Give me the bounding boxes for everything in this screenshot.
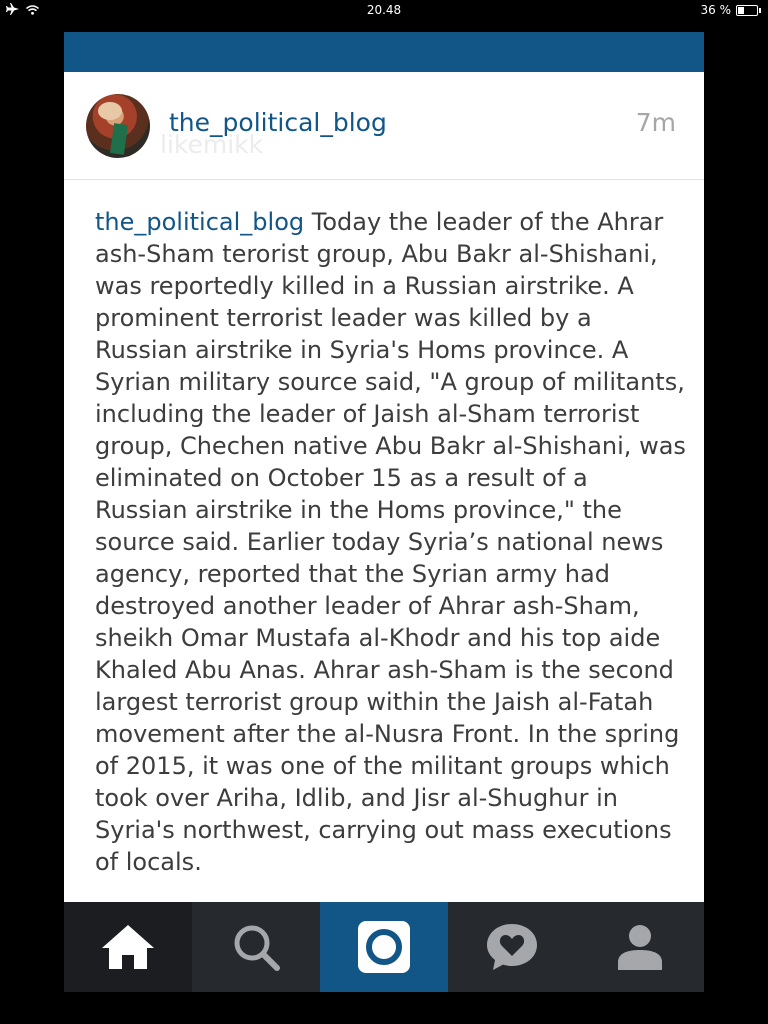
- avatar[interactable]: [86, 94, 150, 158]
- home-icon: [100, 923, 156, 971]
- status-bar: [0, 0, 768, 22]
- ghost-username: likemikk: [160, 130, 264, 159]
- battery-percent: 36 %: [700, 3, 731, 17]
- tab-search[interactable]: [192, 902, 320, 992]
- caption-text: Today the leader of the Ahrar ash-Sham terorist group, Abu Bakr al-Shishani, was reportedly killed in a Russian airstrike. A prominent terrorist leader was killed by a Russian airstrike in Syria's Homs province. A Syrian military source said, "A group of militants, including the leader of Jaish al-Sham terrorist group, Chechen native Abu Bakr al-Shishani, was eliminated on October 15 as a result of a Russian airstrike in the Homs province," the source said. Earlier today Syria’s national news agency, reported that the Syrian army had destroyed another leader of Ahrar ash-Sham, sheikh Omar Mustafa al-Khodr and his top aide Khaled Abu Anas. Ahrar ash-Sham is the second largest terrorist group within the Jaish al-Fatah movement after the al-Nusra Front. In the spring of 2015, it was one of the militant groups which took over Ariha, Idlib, and Jisr al-Shughur in Syria's northwest, carrying out mass executions of locals.: [95, 208, 686, 876]
- post-timestamp: 7m: [635, 108, 676, 137]
- status-time: 20.48: [366, 3, 402, 17]
- battery-fill: [738, 7, 744, 14]
- battery-icon: [736, 5, 758, 16]
- post-username[interactable]: the_political_blog: [169, 108, 387, 137]
- camera-icon: [357, 920, 411, 974]
- status-right: [701, 3, 759, 17]
- heart-bubble-icon: [485, 922, 539, 972]
- tab-camera[interactable]: [320, 902, 448, 992]
- search-icon: [231, 922, 281, 972]
- caption-inner: [95, 206, 687, 878]
- profile-icon: [616, 922, 664, 972]
- post-caption: [95, 180, 687, 902]
- caption-username[interactable]: the_political_blog: [95, 208, 305, 236]
- avatar-tie: [110, 123, 128, 155]
- tab-activity[interactable]: [448, 902, 576, 992]
- tab-profile[interactable]: [576, 902, 704, 992]
- top-nav-bar: [64, 32, 704, 72]
- tab-home[interactable]: [64, 902, 192, 992]
- instagram-app: [64, 32, 704, 992]
- post-header: [64, 72, 704, 180]
- avatar-face: [98, 102, 122, 120]
- bottom-tab-bar: [64, 902, 704, 992]
